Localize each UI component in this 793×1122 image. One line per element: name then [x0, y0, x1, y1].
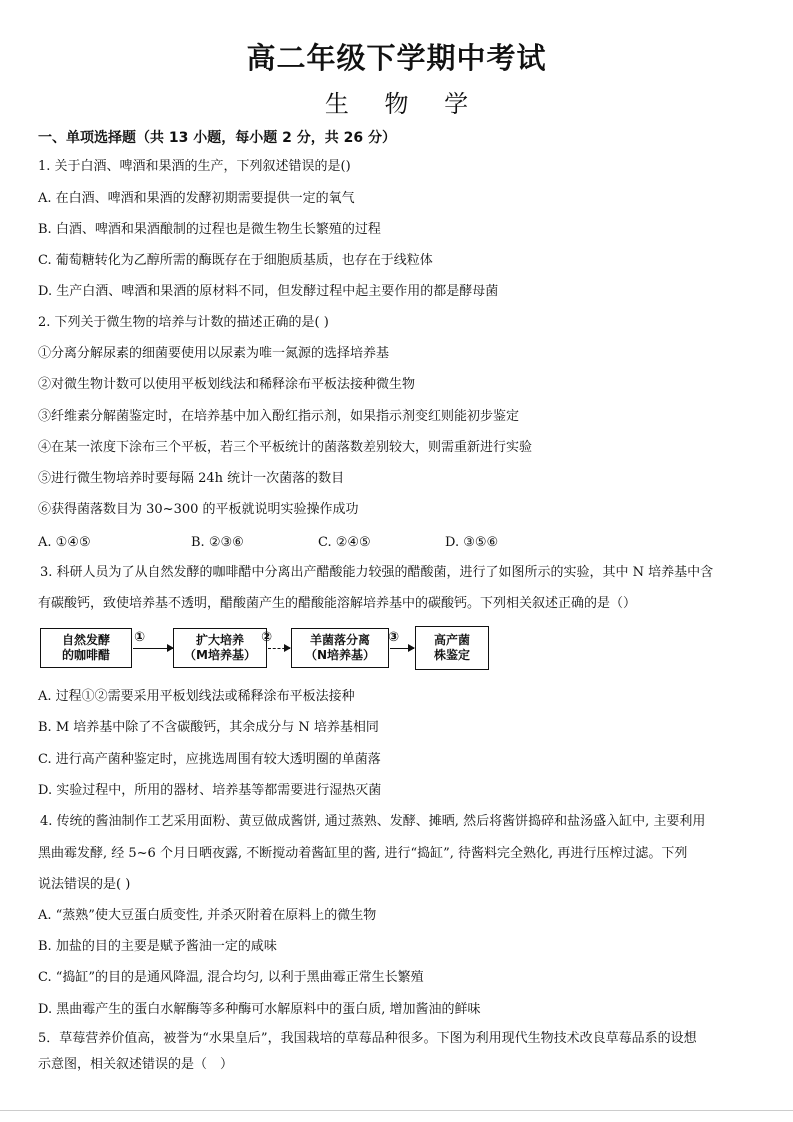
q2-statement-4: ④在某一浓度下涂布三个平板，若三个平板统计的菌落数差别较大，则需重新进行实验	[38, 440, 533, 455]
flow-box-label: 扩大培养	[195, 633, 244, 647]
q4-option-b: B. 加盐的目的主要是赋予酱油一定的咸味	[38, 939, 277, 954]
q5-stem-line1: 5．草莓营养价值高，被誉为“水果皇后”，我国栽培的草莓品种很多。下图为利用现代生物技术改良草莓品系的设想	[38, 1031, 697, 1046]
q1-option-c: C. 葡萄糖转化为乙醇所需的酶既存在于细胞质基质，也存在于线粒体	[38, 253, 433, 268]
flow-arrow	[268, 648, 290, 649]
q4-stem-line2: 黑曲霉发酵, 经 5~6 个月日晒夜露, 不断搅动着酱缸里的酱, 进行“捣缸”, 待酱料完全熟化, 再进行压榨过滤。下列	[38, 846, 688, 861]
q3-option-c: C. 进行高产菌种鉴定时，应挑选周围有较大透明圈的单菌落	[38, 752, 381, 767]
q2-statement-2: ②对微生物计数可以使用平板划线法和稀释涂布平板法接种微生物	[38, 377, 416, 392]
q4-option-a: A. “蒸熟”使大豆蛋白质变性, 并杀灭附着在原料上的微生物	[38, 908, 377, 923]
subject-title: 生 物 学	[324, 90, 483, 118]
q2-option-b: B. ②③⑥	[191, 535, 244, 550]
q1-option-d: D. 生产白酒、啤酒和果酒的原材料不同，但发酵过程中起主要作用的都是酵母菌	[38, 284, 499, 299]
q4-option-d: D. 黑曲霉产生的蛋白水解酶等多种酶可水解原料中的蛋白质, 增加酱油的鲜味	[38, 1002, 481, 1017]
page-title: 高二年级下学期中考试	[246, 41, 547, 75]
q3-stem-line2: 有碳酸钙，致使培养基不透明，醋酸菌产生的醋酸能溶解培养基中的碳酸钙。下列相关叙述正确的是（）	[38, 596, 637, 611]
q2-option-d: D. ③⑤⑥	[445, 535, 499, 550]
q2-option-c: C. ②④⑤	[318, 535, 371, 550]
flow-box-natural-vinegar	[40, 628, 132, 668]
flow-box-label: （N培养基）	[304, 648, 376, 662]
q4-stem-line1: 4. 传统的酱油制作工艺采用面粉、黄豆做成酱饼, 通过蒸熟、发酵、摊晒, 然后将酱饼捣碎和盐汤盛入缸中, 主要利用	[40, 814, 706, 829]
flow-box-label: （M培养基）	[184, 648, 256, 662]
flow-step-label: ①	[134, 630, 146, 645]
flow-box-label: 高产菌	[433, 633, 470, 647]
flow-box-label: 羊菌落分离	[309, 633, 370, 647]
q3-option-b: B. M 培养基中除了不含碳酸钙，其余成分与 N 培养基相同	[38, 720, 379, 735]
q2-statement-6: ⑥获得菌落数目为 30~300 的平板就说明实验操作成功	[38, 502, 359, 517]
page-bottom-divider	[0, 1110, 793, 1111]
q1-option-a: A. 在白酒、啤酒和果酒的发酵初期需要提供一定的氧气	[38, 191, 355, 206]
q3-option-a: A. 过程①②需要采用平板划线法或稀释涂布平板法接种	[38, 689, 355, 704]
flow-box-colony-isolation	[291, 628, 389, 668]
flow-diagram	[40, 624, 510, 674]
flow-step-label: ②	[261, 630, 273, 645]
section-heading: 一、单项选择题（共 13 小题，每小题 2 分，共 26 分）	[38, 130, 396, 146]
flow-step-label: ③	[388, 630, 400, 645]
q3-stem-line1: 3. 科研人员为了从自然发酵的咖啡醋中分离出产醋酸能力较强的醋酸菌，进行了如图所示的实验，其中 N 培养基中含	[40, 565, 714, 580]
flow-box-label: 自然发酵	[61, 633, 110, 647]
q4-stem-line3: 说法错误的是( )	[38, 877, 131, 892]
flow-box-strain-identification	[415, 626, 489, 670]
flow-box-expand-culture	[173, 628, 267, 668]
flow-arrow	[390, 648, 414, 649]
q3-option-d: D. 实验过程中，所用的器材、培养基等都需要进行湿热灭菌	[38, 783, 382, 798]
q2-statement-1: ①分离分解尿素的细菌要使用以尿素为唯一氮源的选择培养基	[38, 346, 390, 361]
q2-option-a: A. ①④⑤	[38, 535, 91, 550]
flow-box-label: 株鉴定	[433, 648, 470, 662]
q2-statement-3: ③纤维素分解菌鉴定时，在培养基中加入酚红指示剂，如果指示剂变红则能初步鉴定	[38, 409, 520, 424]
flow-box-label: 的咖啡醋	[61, 648, 110, 662]
q1-option-b: B. 白酒、啤酒和果酒酿制的过程也是微生物生长繁殖的过程	[38, 222, 381, 237]
q5-stem-line2: 示意图，相关叙述错误的是（ ）	[38, 1057, 234, 1072]
q4-option-c: C. “捣缸”的目的是通风降温, 混合均匀, 以利于黑曲霉正常生长繁殖	[38, 970, 424, 985]
q2-statement-5: ⑤进行微生物培养时要每隔 24h 统计一次菌落的数目	[38, 471, 345, 486]
q2-stem: 2. 下列关于微生物的培养与计数的描述正确的是( )	[38, 315, 329, 330]
q1-stem: 1. 关于白酒、啤酒和果酒的生产，下列叙述错误的是()	[38, 159, 351, 174]
flow-arrow	[133, 648, 173, 649]
